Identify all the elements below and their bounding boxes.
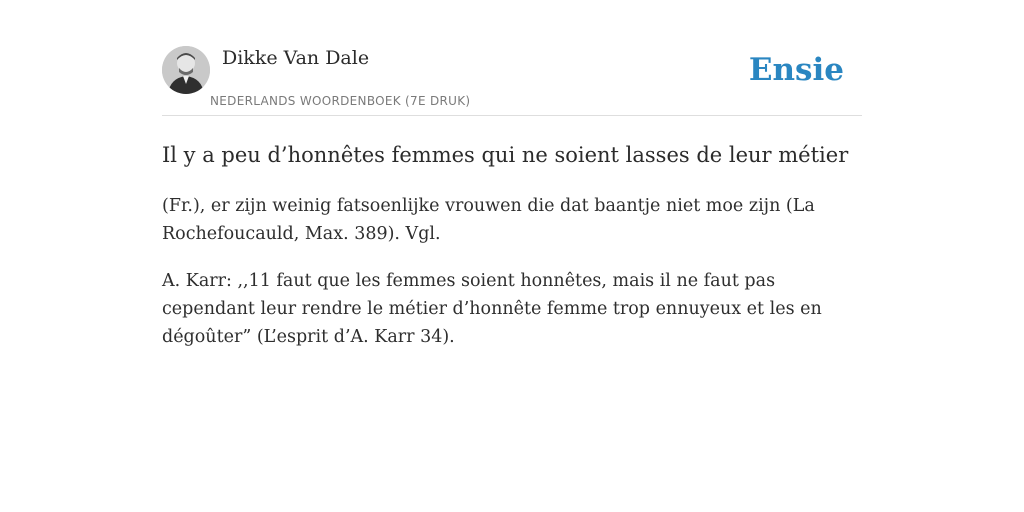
author-avatar[interactable] — [162, 46, 210, 94]
entry-paragraph: A. Karr: ,,11 faut que les femmes soient honnêtes, mais il ne faut pas cependant leur rendre le métier d’honnête femme trop ennuyeux et les en dégoûter” (L’esprit d’A. Karr 34). — [162, 271, 822, 347]
entry-paragraph: (Fr.), er zijn weinig fatsoenlijke vrouwen die dat baantje niet moe zijn (La Rochefoucauld, Max. 389). Vgl. — [162, 196, 815, 244]
source-label[interactable]: NEDERLANDS WOORDENBOEK (7E DRUK) — [210, 94, 471, 108]
entry-header — [162, 44, 862, 116]
entry-title: Il y a peu d’honnêtes femmes qui ne soient lasses de leur métier — [162, 143, 849, 167]
author-name[interactable]: Dikke Van Dale — [222, 47, 370, 69]
portrait-icon — [162, 46, 210, 94]
brand-logo[interactable]: Ensie — [748, 52, 844, 88]
